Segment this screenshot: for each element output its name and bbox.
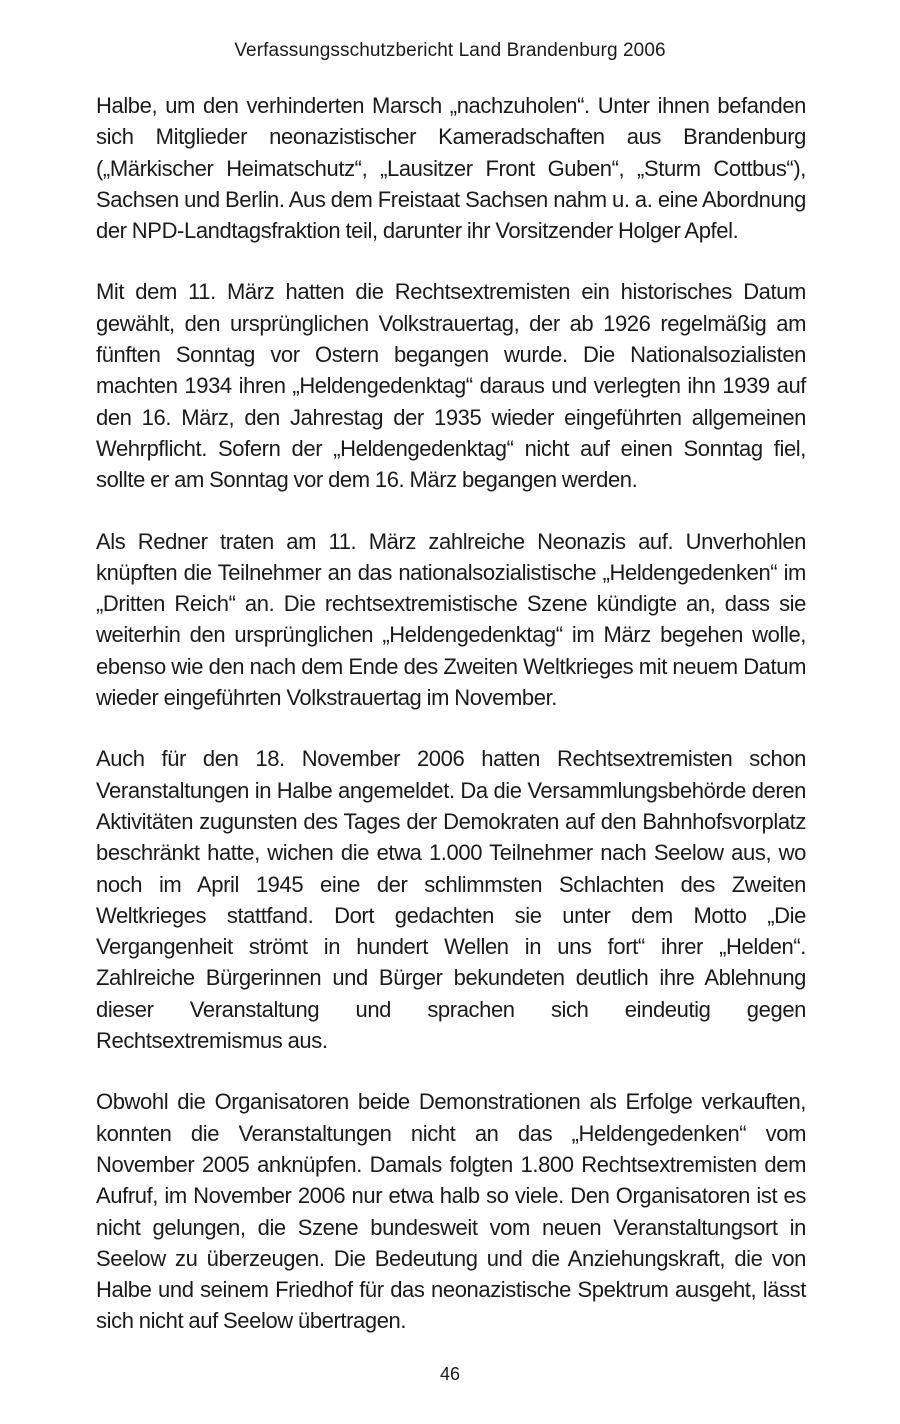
page-header: Verfassungsschutzbericht Land Brandenburg 2006: [234, 40, 666, 61]
paragraph-5: Obwohl die Organisatoren beide Demonstrationen als Erfolge verkauften, konnten die Veranstaltungen nicht an das „Heldengedenken“ vom November 2005 anknüpfen. Damals folgten 1.800 Rechtsextremisten dem Aufruf, im November 2006 nur etwa halb so viele. Den Organisatoren ist es nicht gelungen, die Szene bundesweit vom neuen Veranstaltungsort in Seelow zu überzeugen. Die Bedeutung und die Anziehungskraft, die von Halbe und seinem Friedhof für das neonazistische Spektrum ausgeht, lässt sich nicht auf Seelow übertragen.: [96, 1089, 806, 1334]
paragraph-1: Halbe, um den verhinderten Marsch „nachzuholen“. Unter ihnen befanden sich Mitglieder neonazistischer Kameradschaften aus Brandenburg („Märkischer Heimatschutz“, „Lausitzer Front Guben“, „Sturm Cottbus“), Sachsen und Berlin. Aus dem Freistaat Sachsen nahm u. a. eine Abordnung der NPD-Landtagsfraktion teil, darunter ihr Vorsitzender Holger Apfel.: [96, 93, 806, 244]
paragraph-2: Mit dem 11. März hatten die Rechtsextremisten ein historisches Datum gewählt, den ursprünglichen Volkstrauertag, der ab 1926 regelmäßig am fünften Sonntag vor Ostern begangen wurde. Die Nationalsozialisten machten 1934 ihren „Heldengedenktag“ daraus und verlegten ihn 1939 auf den 16. März, den Jahrestag der 1935 wieder eingeführten allgemeinen Wehrpflicht. Sofern der „Heldengedenktag“ nicht auf einen Sonntag fiel, sollte er am Sonntag vor dem 16. März begangen werden.: [96, 279, 806, 493]
paragraph-4: Auch für den 18. November 2006 hatten Rechtsextremisten schon Veranstaltungen in Halbe angemeldet. Da die Versammlungsbehörde deren Aktivitäten zugunsten des Tages der Demokraten auf den Bahnhofsvorplatz beschränkt hatte, wichen die etwa 1.000 Teilnehmer nach Seelow aus, wo noch im April 1945 eine der schlimmsten Schlachten des Zweiten Weltkrieges stattfand. Dort gedachten sie unter dem Motto „Die Vergangenheit strömt in hundert Wellen in uns fort“ ihrer „Helden“. Zahlreiche Bürgerinnen und Bürger bekundeten deutlich ihre Ablehnung dieser Veranstaltung und sprachen sich eindeutig gegen Rechtsextremismus aus.: [96, 746, 806, 1054]
page-number: 46: [439, 1364, 461, 1384]
document-body: [96, 90, 806, 1367]
paragraph-3: Als Redner traten am 11. März zahlreiche Neonazis auf. Unverhohlen knüpften die Teilnehmer an das nationalsozialistische „Heldengedenken“ im „Dritten Reich“ an. Die rechtsextremistische Szene kündigte an, dass sie weiterhin den ursprünglichen „Heldengedenktag“ im März begehen wolle, ebenso wie den nach dem Ende des Zweiten Weltkrieges mit neuem Datum wieder eingeführten Volkstrauertag im November.: [96, 528, 806, 711]
